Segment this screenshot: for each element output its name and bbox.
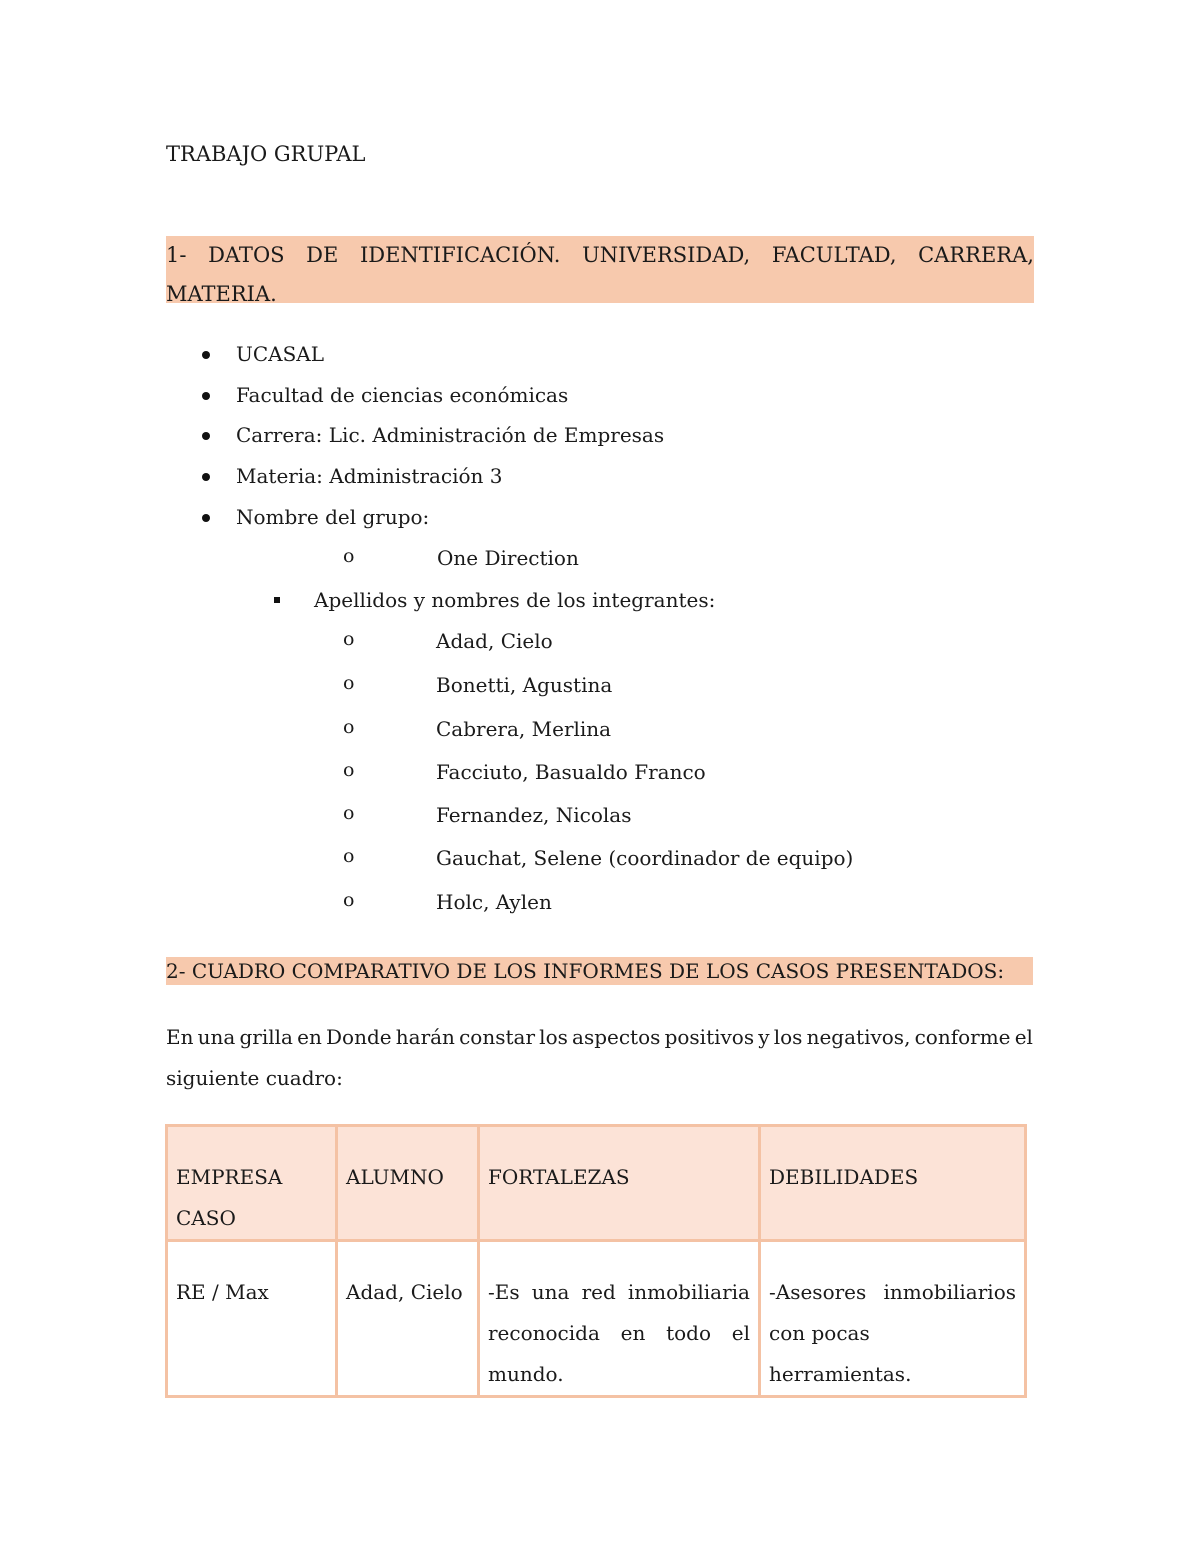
comparison-table <box>165 1124 1027 1398</box>
section-2-heading: 2- CUADRO COMPARATIVO DE LOS INFORMES DE LOS CASOS PRESENTADOS: <box>166 957 1033 985</box>
circle-bullet-icon: o <box>343 845 355 867</box>
word: y <box>758 1025 770 1049</box>
word: reconocida <box>488 1321 600 1345</box>
heading-word: DATOS <box>208 243 285 267</box>
paragraph-line1 <box>166 1017 1033 1058</box>
bullet-dot-icon <box>202 351 210 359</box>
member-item: Gauchat, Selene (coordinador de equipo) <box>436 846 854 870</box>
member-item: Cabrera, Merlina <box>436 717 612 741</box>
intro-paragraph <box>166 1017 1033 1099</box>
word: positivos <box>664 1025 755 1049</box>
word: en <box>620 1321 646 1345</box>
word: negativos, <box>806 1025 911 1049</box>
word: los <box>539 1025 568 1049</box>
heading-word: CARRERA, <box>918 243 1034 267</box>
circle-bullet-icon: o <box>343 759 355 781</box>
member-item: Holc, Aylen <box>436 890 552 914</box>
word: -Es <box>488 1280 520 1304</box>
paragraph-line2: siguiente cuadro: <box>166 1066 343 1090</box>
circle-bullet-icon: o <box>343 628 355 650</box>
member-item: Fernandez, Nicolas <box>436 803 632 827</box>
members-heading: Apellidos y nombres de los integrantes: <box>314 588 716 612</box>
word: todo <box>666 1321 711 1345</box>
list-item: Materia: Administración 3 <box>236 464 503 488</box>
table-row <box>167 1241 1026 1397</box>
cell-alumno: Adad, Cielo <box>337 1241 479 1397</box>
fortalezas-line2 <box>488 1313 750 1354</box>
word: conforme <box>914 1025 1011 1049</box>
debilidades-line1 <box>769 1272 1016 1313</box>
member-item: Adad, Cielo <box>436 629 553 653</box>
square-bullet-icon <box>274 597 280 603</box>
cell-fortalezas <box>479 1241 760 1397</box>
list-item: Facultad de ciencias económicas <box>236 383 569 407</box>
word: -Asesores <box>769 1280 867 1304</box>
debilidades-line2: con pocas herramientas. <box>769 1321 912 1386</box>
list-item: Carrera: Lic. Administración de Empresas <box>236 423 665 447</box>
circle-bullet-icon: o <box>343 545 355 567</box>
word: harán <box>395 1025 455 1049</box>
heading-word: DE <box>306 243 339 267</box>
word: En <box>166 1025 194 1049</box>
circle-bullet-icon: o <box>343 672 355 694</box>
word: los <box>773 1025 803 1049</box>
document-title: TRABAJO GRUPAL <box>166 142 366 166</box>
word: inmobiliaria <box>627 1280 750 1304</box>
word: red <box>581 1280 616 1304</box>
member-item: Bonetti, Agustina <box>436 673 613 697</box>
circle-bullet-icon: o <box>343 802 355 824</box>
header-debilidades: DEBILIDADES <box>760 1126 1026 1241</box>
bullet-dot-icon <box>202 473 210 481</box>
header-empresa-caso <box>167 1126 337 1241</box>
bullet-dot-icon <box>202 432 210 440</box>
header-empresa: EMPRESA <box>176 1165 283 1189</box>
list-item: UCASAL <box>236 342 325 366</box>
word: constar <box>459 1025 536 1049</box>
bullet-dot-icon <box>202 514 210 522</box>
word: una <box>531 1280 570 1304</box>
bullet-dot-icon <box>202 392 210 400</box>
heading-word: IDENTIFICACIÓN. <box>359 243 561 267</box>
section-1-heading-line1 <box>166 236 1034 275</box>
fortalezas-line1 <box>488 1272 750 1313</box>
table-header-row <box>167 1126 1026 1241</box>
word: grilla <box>239 1025 293 1049</box>
group-name: One Direction <box>437 546 579 570</box>
word: una <box>197 1025 236 1049</box>
word: el <box>731 1321 750 1345</box>
section-1-heading-line2: MATERIA. <box>166 282 277 306</box>
cell-debilidades <box>760 1241 1026 1397</box>
word: en <box>297 1025 322 1049</box>
word: Donde <box>326 1025 392 1049</box>
fortalezas-line3: mundo. <box>488 1362 564 1386</box>
word: el <box>1014 1025 1033 1049</box>
heading-word: UNIVERSIDAD, <box>582 243 751 267</box>
header-fortalezas: FORTALEZAS <box>479 1126 760 1241</box>
word: inmobiliarios <box>883 1280 1016 1304</box>
section-1-heading <box>166 236 1034 306</box>
circle-bullet-icon: o <box>343 889 355 911</box>
heading-word: FACULTAD, <box>771 243 897 267</box>
heading-word: 1- <box>166 243 187 267</box>
header-alumno: ALUMNO <box>337 1126 479 1241</box>
list-item: Nombre del grupo: <box>236 505 430 529</box>
header-caso: CASO <box>176 1206 236 1230</box>
word: aspectos <box>572 1025 661 1049</box>
circle-bullet-icon: o <box>343 716 355 738</box>
member-item: Facciuto, Basualdo Franco <box>436 760 706 784</box>
cell-empresa: RE / Max <box>167 1241 337 1397</box>
